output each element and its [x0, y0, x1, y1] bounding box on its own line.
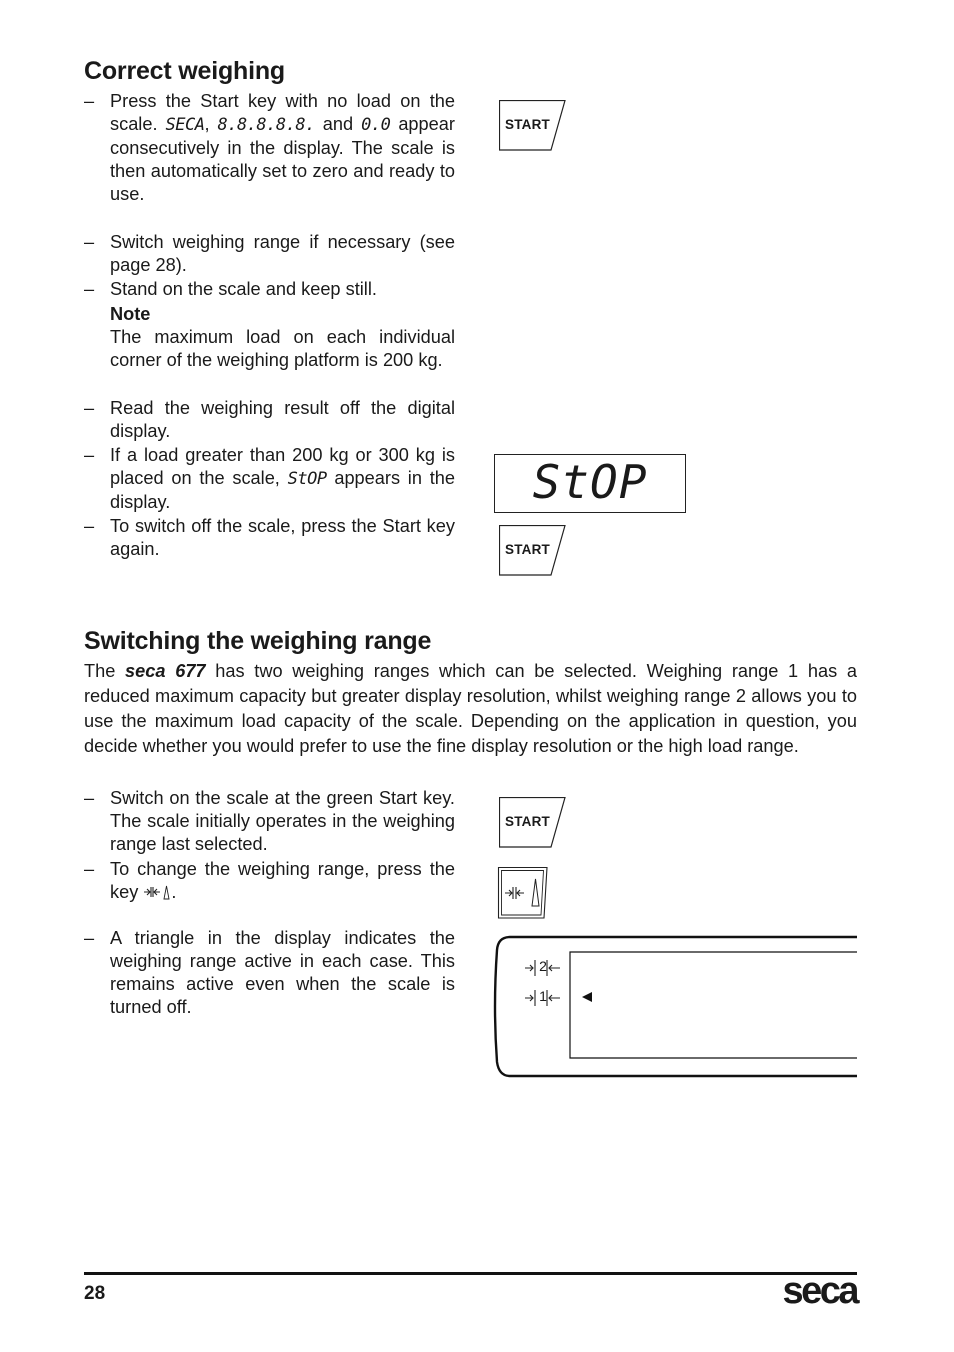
instruction-text: Press the Start key with no load on the scale. [110, 91, 455, 134]
note-text: The maximum load on each individual corner of the weighing platform is 200 kg. [110, 327, 455, 370]
section-heading-switching-range: Switching the weighing range [84, 627, 432, 655]
range-2-label: 2 [539, 958, 547, 974]
list-item: – Read the weighing result off the digital display. [84, 398, 455, 441]
list-item: – A triangle in the display indicates the weighing range active in each case. This remains active even when the scale is turned off. [84, 928, 455, 1017]
section-heading-correct-weighing: Correct weighing [84, 57, 285, 85]
start-key-icon: START [499, 525, 569, 577]
range-display-panel [490, 934, 858, 1080]
start-key-icon: START [499, 100, 569, 152]
note-title: Note [110, 304, 151, 324]
range-key-button-icon [497, 866, 551, 920]
seca-logo: seca [782, 1270, 857, 1312]
display-stop-text: StOP [287, 469, 327, 489]
list-item: – To change the weighing range, press the key . [84, 859, 455, 902]
product-name: seca 677 [125, 661, 206, 681]
range-1-label: 1 [539, 988, 547, 1004]
list-item: – Stand on the scale and keep still. Note The maximum load on each individual corner of the weighing platform is 200 kg. [84, 279, 455, 370]
page-number: 28 [84, 1283, 106, 1304]
range-key-icon [143, 883, 171, 901]
stop-display [494, 454, 686, 513]
display-zero-text: 0.0 [361, 115, 391, 135]
list-item: – Switch weighing range if necessary (see page 28). [84, 232, 455, 275]
stop-display-text: StOP [532, 455, 648, 509]
display-seca-text: SECA [165, 115, 205, 135]
start-key-icon: START [499, 797, 569, 849]
active-range-triangle-icon [582, 992, 592, 1002]
list-item: – Switch on the scale at the green Start key. The scale initially operates in the weighing range last selected. [84, 788, 455, 854]
display-test-text: 8.8.8.8.8. [217, 115, 315, 135]
list-item: – Press the Start key with no load on the scale. SECA, 8.8.8.8.8. and 0.0 appear consecutively in the display. The scale is then automatically set to zero and ready to use. [84, 91, 455, 204]
list-item: – To switch off the scale, press the Start key again. [84, 516, 455, 559]
footer-rule [84, 1272, 857, 1275]
intro-paragraph: The seca 677 has two weighing ranges which can be selected. Weighing range 1 has a reduced maximum capacity but greater display resolution, whilst weighing range 2 allows you to use the maximum load capacity of the scale. Depending on the application in question, you decide whether you would prefer to use the fine display resolution or the high load range. [84, 661, 858, 756]
list-item: – If a load greater than 200 kg or 300 kg is placed on the scale, StOP appears in the display. [84, 445, 455, 512]
